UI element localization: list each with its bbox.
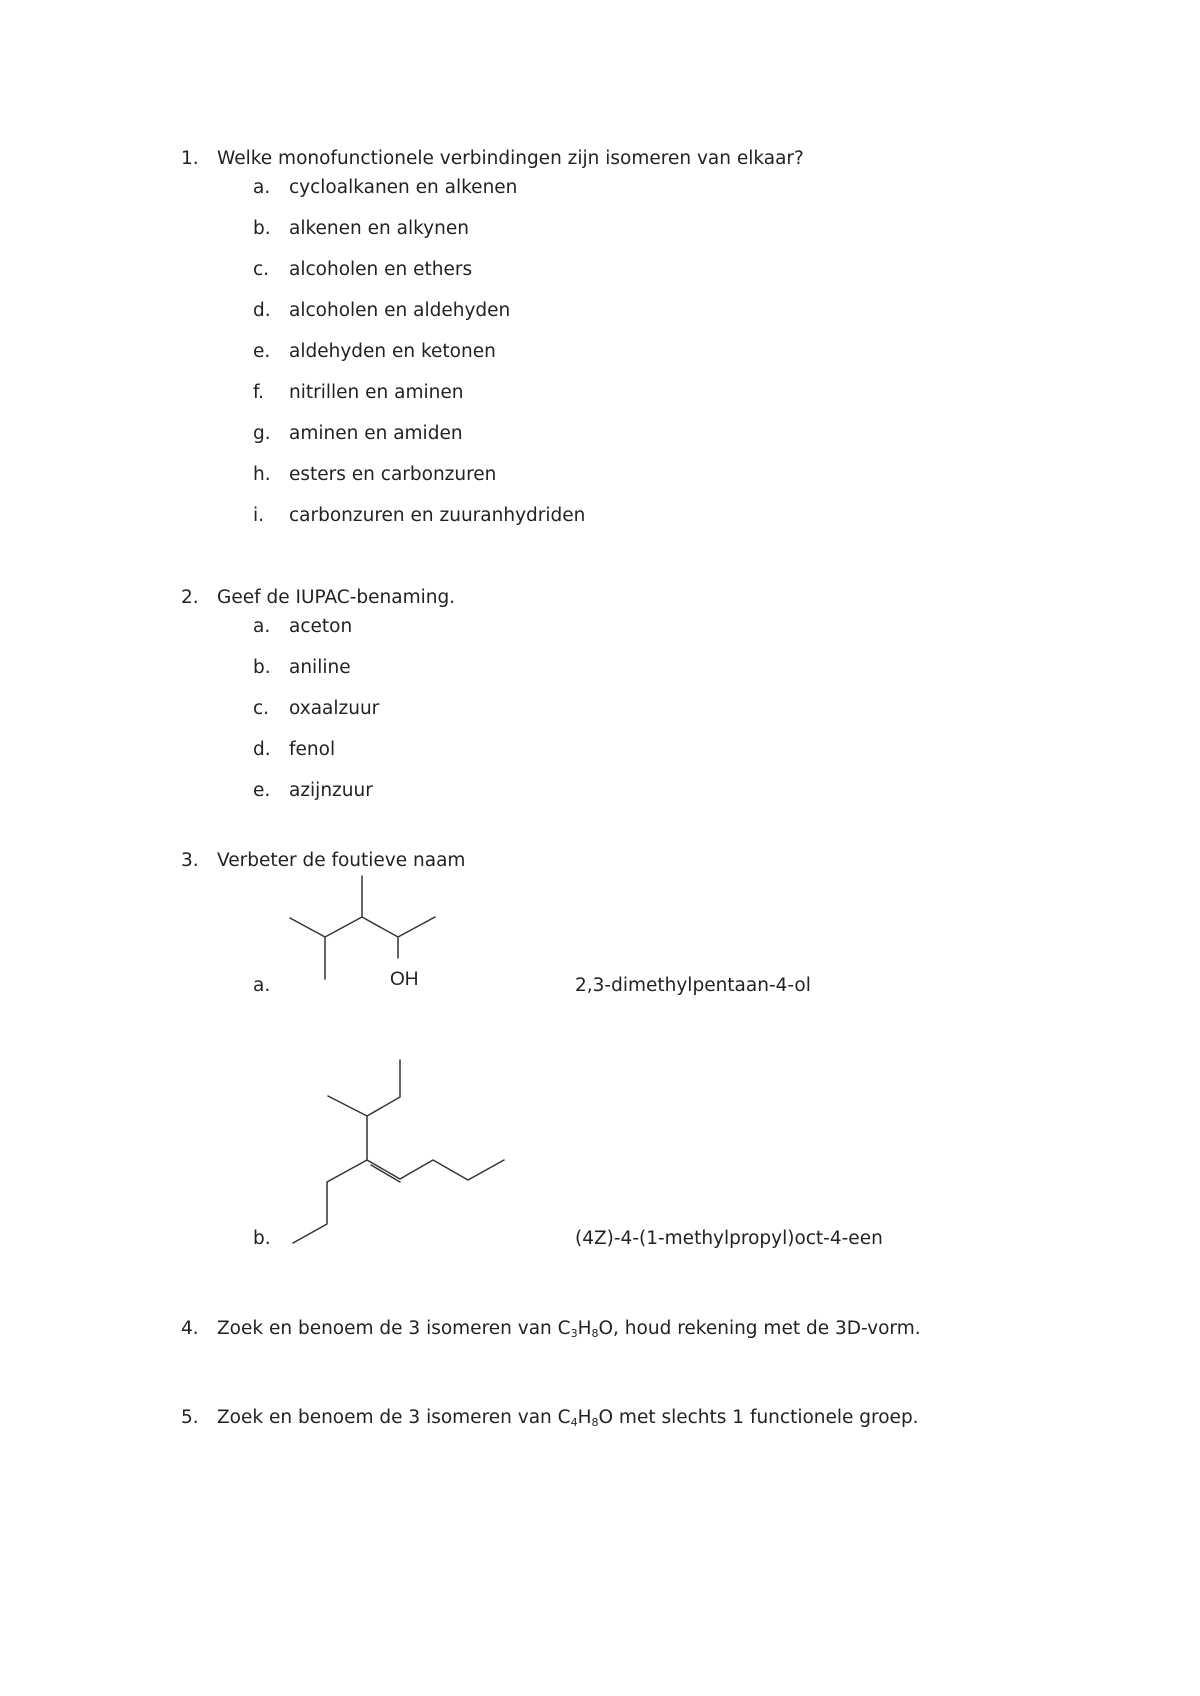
q1-option-a-text: cycloalkanen en alkenen	[289, 177, 518, 198]
q3-item-b-name: (4Z)-4-(1-methylpropyl)oct-4-een	[575, 1228, 883, 1249]
question-5-number: 5.	[181, 1407, 199, 1428]
q1-option-f-letter: f.	[253, 382, 265, 403]
q2-option-c-text: oxaalzuur	[289, 698, 380, 719]
q2-option-d-letter: d.	[253, 739, 271, 760]
question-1-number: 1.	[181, 148, 199, 169]
question-3-number: 3.	[181, 850, 199, 871]
question-4-number: 4.	[181, 1318, 199, 1339]
q1-option-h-text: esters en carbonzuren	[289, 464, 497, 485]
q1-option-e-text: aldehyden en ketonen	[289, 341, 496, 362]
q3-item-b-letter: b.	[253, 1228, 271, 1249]
q1-option-a-letter: a.	[253, 177, 271, 198]
question-3-text: Verbeter de foutieve naam	[217, 850, 466, 871]
q1-option-i-text: carbonzuren en zuuranhydriden	[289, 505, 586, 526]
q2-option-c-letter: c.	[253, 698, 270, 719]
q2-option-b-letter: b.	[253, 657, 271, 678]
q2-option-b-text: aniline	[289, 657, 351, 678]
molecule-3b-skeletal-structure	[285, 1060, 505, 1255]
molecule-3a-skeletal-structure	[280, 876, 440, 990]
q2-option-e-text: azijnzuur	[289, 780, 373, 801]
q1-option-d-text: alcoholen en aldehyden	[289, 300, 511, 321]
molecule-3a-oh-label: OH	[390, 969, 419, 990]
q1-option-h-letter: h.	[253, 464, 271, 485]
question-5-text: Zoek en benoem de 3 isomeren van $C_4H_8O$ met slechts 1 functionele groep.	[217, 1407, 919, 1429]
question-2-text: Geef de IUPAC-benaming.	[217, 587, 456, 608]
q3-item-a-letter: a.	[253, 975, 271, 996]
q1-option-b-letter: b.	[253, 218, 271, 239]
q1-option-g-letter: g.	[253, 423, 271, 444]
molecule-3a-bonds	[290, 876, 435, 979]
q1-option-f-text: nitrillen en aminen	[289, 382, 464, 403]
q1-option-c-text: alcoholen en ethers	[289, 259, 473, 280]
q2-option-a-letter: a.	[253, 616, 271, 637]
question-4-text: Zoek en benoem de 3 isomeren van $C_3H_8O$, houd rekening met de 3D-vorm.	[217, 1318, 921, 1340]
q3-item-a-name: 2,3-dimethylpentaan-4-ol	[575, 975, 811, 996]
q2-option-d-text: fenol	[289, 739, 336, 760]
question-1-text: Welke monofunctionele verbindingen zijn isomeren van elkaar?	[217, 148, 804, 169]
q2-option-e-letter: e.	[253, 780, 271, 801]
question-2-number: 2.	[181, 587, 199, 608]
q1-option-e-letter: e.	[253, 341, 271, 362]
q1-option-d-letter: d.	[253, 300, 271, 321]
molecule-3b-bonds	[293, 1060, 504, 1243]
q1-option-i-letter: i.	[253, 505, 265, 526]
q1-option-c-letter: c.	[253, 259, 270, 280]
q1-option-g-text: aminen en amiden	[289, 423, 463, 444]
q2-option-a-text: aceton	[289, 616, 353, 637]
q1-option-b-text: alkenen en alkynen	[289, 218, 469, 239]
